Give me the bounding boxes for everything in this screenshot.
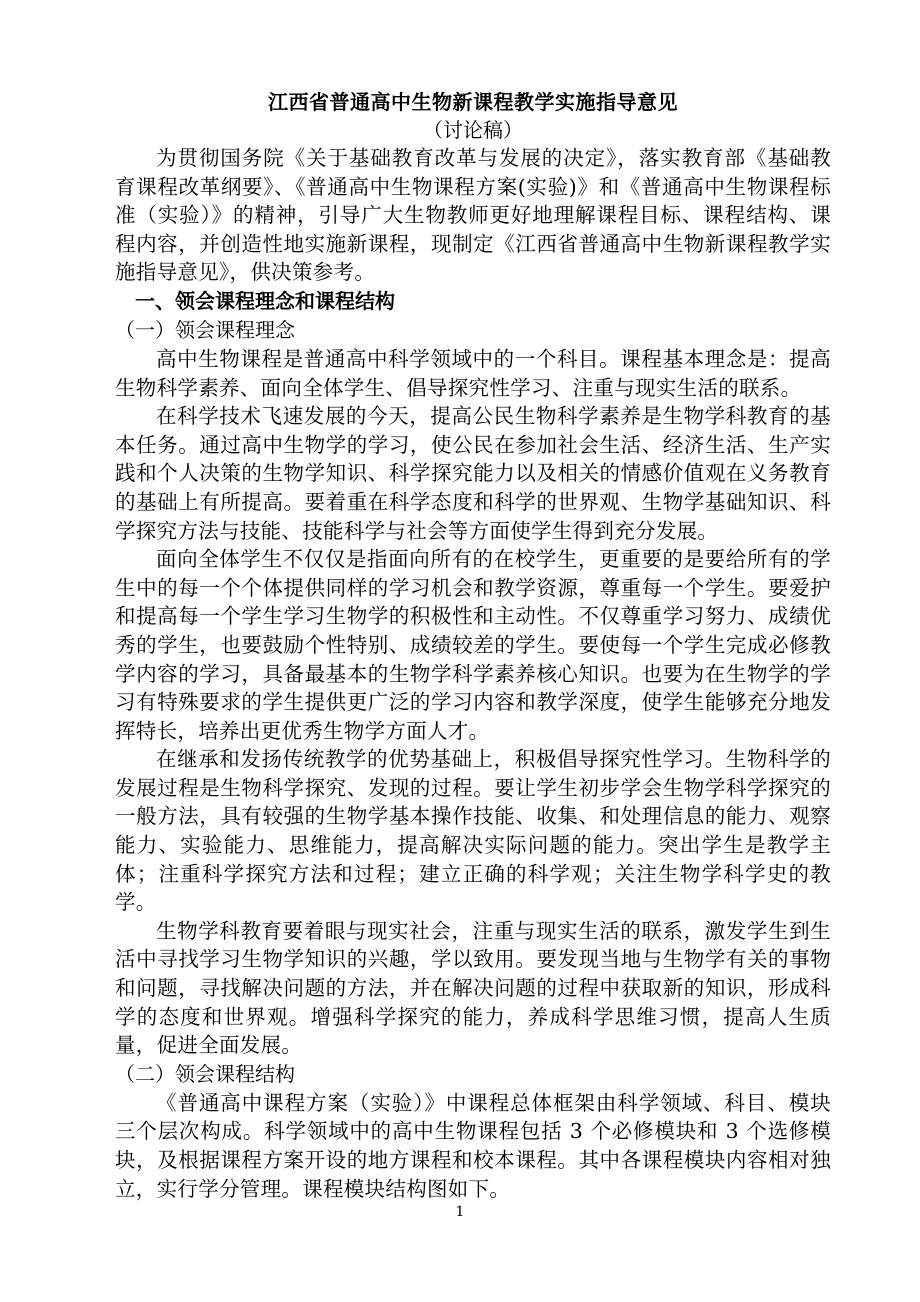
subsection-2-heading [115, 1060, 831, 1089]
paragraph: 面向全体学生不仅仅是指面向所有的在校学生，更重要的是要给所有的学生中的每一个个体提供同样的学习机会和教学资源，尊重每一个学生。要爱护和提高每一个学生学习生物学的积极性和主动性。不仅尊重学习努力、成绩优秀的学生，也要鼓励个性特别、成绩较差的学生。要使每一个学生完成必修教学内容的学习，具备最基本的生物学科学素养核心知识。也要为在生物学的学习有特殊要求的学生提供更广泛的学习内容和教学深度，使学生能够充分地发挥特长，培养出更优秀生物学方面人才。 [115, 547, 831, 743]
subsection-2-heading-text: （二）领会课程结构 [115, 1061, 295, 1086]
paragraph: 在科学技术飞速发展的今天，提高公民生物科学素养是生物学科教育的基本任务。通过高中生物学的学习，使公民在参加社会生活、经济生活、生产实践和个人决策的生物学知识、科学探究能力以及相关的情感价值观在义务教育的基础上有所提高。要着重在科学态度和科学的世界观、生物学基础知识、科学探究方法与技能、技能科学与社会等方面使学生得到充分发展。 [115, 404, 831, 543]
paragraph: 生物学科教育要着眼与现实社会，注重与现实生活的联系，激发学生到生活中寻找学习生物学知识的兴趣，学以致用。要发现当地与生物学有关的事物和问题，寻找解决问题的方法，并在解决问题的过程中获取新的知识，形成科学的态度和世界观。增强科学探究的能力，养成科学思维习惯，提高人生质量，促进全面发展。 [115, 918, 831, 1058]
paragraph: 在继承和发扬传统教学的优势基础上，积极倡导探究性学习。生物科学的发展过程是生物科学探究、发现的过程。要让学生初步学会生物学科学探究的一般方法，具有较强的生物学基本操作技能、收集、和处理信息的能力、观察能力、实验能力、思维能力，提高解决实际问题的能力。突出学生是教学主体；注重科学探究方法和过程；建立正确的科学观；关注生物学科学史的教学。 [115, 747, 831, 915]
page-number: 1 [455, 1204, 465, 1220]
document-subtitle: （讨论稿） [423, 118, 523, 142]
paragraph: 高中生物课程是普通高中科学领域中的一个科目。课程基本理念是：提高生物科学素养、面向全体学生、倡导探究性学习、注重与现实生活的联系。 [115, 346, 831, 400]
intro-paragraph: 为贯彻国务院《关于基础教育改革与发展的决定》，落实教育部《基础教育课程改革纲要》、《普通高中生物课程方案(实验)》和《普通高中生物课程标准（实验）》的精神，引导广大生物教师更好地理解课程目标、课程结构、课程内容，并创造性地实施新课程，现制定《江西省普通高中生物新课程教学实施指导意见》，供决策参考。 [115, 146, 831, 285]
section-1-heading: 一、领会课程理念和课程结构 [135, 288, 395, 313]
subsection-1-heading [115, 316, 831, 345]
document-title: 江西省普通高中生物新课程教学实施指导意见 [268, 90, 678, 114]
paragraph: 《普通高中课程方案（实验）》中课程总体框架由科学领域、科目、模块三个层次构成。科学领域中的高中生物课程包括 3 个必修模块和 3 个选修模块，及根据课程方案开设的地方课程和校本课程。其中各课程模块内容相对独立，实行学分管理。课程模块结构图如下。 [115, 1090, 831, 1201]
subsection-1-heading-text: （一）领会课程理念 [115, 317, 295, 342]
document-page [115, 88, 831, 1203]
